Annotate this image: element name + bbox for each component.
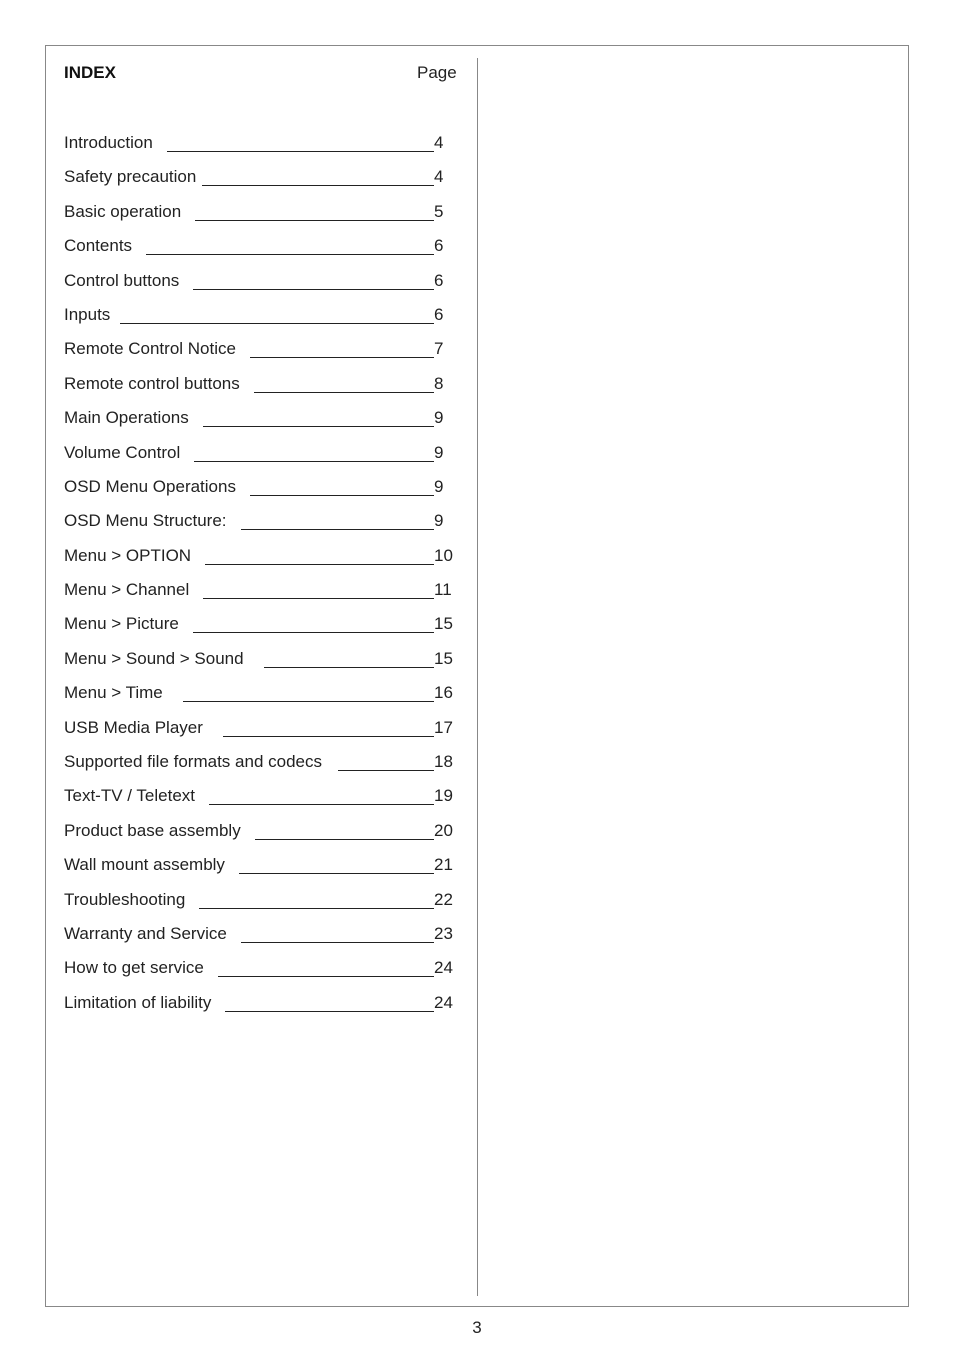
toc-leader-line — [193, 614, 434, 633]
toc-entry-page: 6 — [434, 236, 444, 256]
toc-entry-title: Text-TV / Teletext — [64, 786, 196, 806]
toc-entry-title: Main Operations — [64, 408, 189, 428]
toc-entry-page: 16 — [434, 683, 453, 703]
toc-entry[interactable] — [64, 958, 454, 992]
toc-entry-title: Volume Control — [64, 442, 181, 462]
toc-entry-page: 18 — [434, 752, 453, 772]
toc-leader-line — [199, 890, 434, 909]
toc-entry[interactable] — [64, 477, 454, 511]
toc-entry-page: 5 — [434, 201, 444, 221]
toc-leader-line — [250, 339, 434, 358]
toc-entry-title: Supported file formats and codecs — [64, 752, 322, 772]
toc-entry-page: 17 — [434, 717, 453, 737]
toc-entry[interactable] — [64, 683, 454, 717]
toc-entry[interactable] — [64, 408, 454, 442]
toc-entry-page: 21 — [434, 855, 453, 875]
toc-entry-title: USB Media Player — [64, 717, 203, 737]
toc-leader-line — [241, 924, 434, 943]
toc-leader-line — [241, 511, 434, 530]
toc-entry[interactable] — [64, 752, 454, 786]
toc-entry-page: 15 — [434, 614, 453, 634]
toc-entry-page: 8 — [434, 373, 444, 393]
toc-entry-title: Basic operation — [64, 201, 182, 221]
toc-entry-page: 10 — [434, 545, 453, 565]
toc-entry-page: 7 — [434, 339, 444, 359]
toc-entry-page: 6 — [434, 270, 444, 290]
toc-leader-line — [167, 133, 434, 152]
toc-leader-line — [209, 786, 434, 805]
page-number: 3 — [472, 1318, 482, 1337]
toc-entry-title: Menu > Channel — [64, 580, 190, 600]
toc-entry-page: 24 — [434, 992, 453, 1012]
toc-leader-line — [203, 408, 434, 427]
toc-entry-page: 6 — [434, 304, 444, 324]
toc-entry-title: How to get service — [64, 958, 204, 978]
toc-leader-line — [255, 821, 434, 840]
toc-entry[interactable] — [64, 546, 454, 580]
toc-leader-line — [264, 649, 434, 668]
toc-entry-page: 23 — [434, 923, 453, 943]
toc-entry-title: Introduction — [64, 133, 153, 152]
toc-entry-title: Product base assembly — [64, 820, 241, 840]
toc-entry-title: Remote Control Notice — [64, 339, 236, 359]
toc-entry[interactable] — [64, 511, 454, 545]
toc-leader-line — [225, 993, 434, 1012]
toc-entry[interactable] — [64, 133, 454, 167]
toc-entry-title: Contents — [64, 236, 133, 256]
toc-entry-page: 22 — [434, 889, 453, 909]
toc-entry[interactable] — [64, 924, 454, 958]
toc-entry[interactable] — [64, 167, 454, 201]
toc-entry-title: Control buttons — [64, 270, 180, 290]
column-divider — [477, 58, 478, 1296]
index-heading: INDEX — [64, 63, 116, 82]
toc-entry-page: 24 — [434, 958, 453, 978]
toc-leader-line — [193, 271, 434, 290]
table-of-contents — [64, 133, 454, 1027]
toc-entry-title: Troubleshooting — [64, 889, 186, 909]
toc-entry-title: Remote control buttons — [64, 373, 240, 393]
toc-leader-line — [338, 752, 434, 771]
toc-entry[interactable] — [64, 443, 454, 477]
toc-entry[interactable] — [64, 649, 454, 683]
toc-entry-title: Wall mount assembly — [64, 855, 225, 875]
toc-entry-page: 20 — [434, 820, 453, 840]
toc-entry-title: Menu > OPTION — [64, 545, 192, 565]
toc-leader-line — [218, 958, 434, 977]
toc-leader-line — [254, 374, 434, 393]
toc-entry[interactable] — [64, 271, 454, 305]
toc-entry-title: Warranty and Service — [64, 923, 227, 943]
toc-entry-title: Safety precaution — [64, 167, 197, 187]
toc-entry-page: 4 — [434, 133, 444, 152]
toc-entry[interactable] — [64, 236, 454, 270]
toc-entry[interactable] — [64, 890, 454, 924]
toc-entry[interactable] — [64, 786, 454, 820]
toc-leader-line — [194, 443, 434, 462]
toc-entry-title: OSD Menu Structure: — [64, 511, 227, 531]
toc-leader-line — [120, 305, 434, 324]
toc-entry[interactable] — [64, 614, 454, 648]
toc-entry[interactable] — [64, 821, 454, 855]
toc-entry-title: Menu > Time — [64, 683, 163, 703]
toc-leader-line — [203, 580, 434, 599]
toc-entry[interactable] — [64, 993, 454, 1027]
toc-leader-line — [223, 718, 434, 737]
toc-entry-page: 9 — [434, 408, 444, 428]
toc-entry-page: 9 — [434, 511, 444, 531]
toc-leader-line — [239, 855, 434, 874]
toc-entry[interactable] — [64, 374, 454, 408]
toc-entry-title: Menu > Sound > Sound — [64, 648, 244, 668]
toc-entry-page: 9 — [434, 442, 444, 462]
toc-leader-line — [183, 683, 434, 702]
toc-entry-page: 4 — [434, 167, 444, 187]
toc-entry-title: Inputs — [64, 304, 111, 324]
toc-leader-line — [195, 202, 434, 221]
toc-entry-title: Limitation of liability — [64, 992, 212, 1012]
toc-entry-page: 11 — [434, 580, 452, 600]
toc-entry-page: 15 — [434, 648, 453, 668]
toc-entry-title: Menu > Picture — [64, 614, 179, 634]
toc-entry[interactable] — [64, 202, 454, 236]
toc-entry-page: 19 — [434, 786, 453, 806]
toc-entry[interactable] — [64, 305, 454, 339]
toc-leader-line — [250, 477, 434, 496]
page-column-heading: Page — [417, 63, 457, 82]
toc-leader-line — [202, 167, 434, 186]
toc-entry-title: OSD Menu Operations — [64, 476, 236, 496]
toc-entry-page: 9 — [434, 476, 444, 496]
toc-leader-line — [146, 236, 434, 255]
toc-entry[interactable] — [64, 718, 454, 752]
toc-entry[interactable] — [64, 580, 454, 614]
toc-leader-line — [205, 546, 434, 565]
toc-entry[interactable] — [64, 339, 454, 373]
toc-entry[interactable] — [64, 855, 454, 889]
